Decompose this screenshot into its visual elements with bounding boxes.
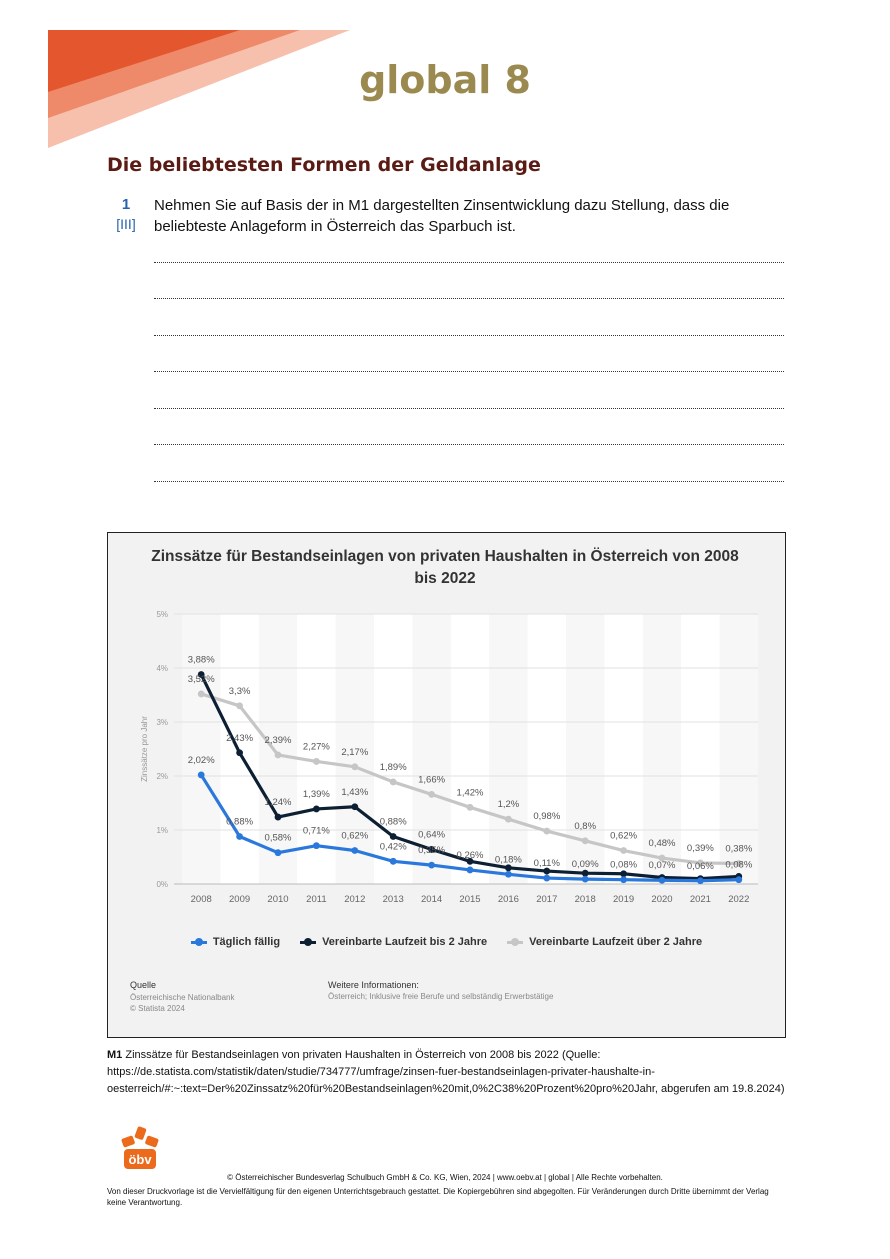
x-tick-label: 2012 (344, 894, 366, 905)
task-number: 1 (121, 196, 131, 213)
data-label: 0,18% (494, 854, 522, 866)
data-label: 1,24% (264, 797, 292, 809)
data-point[interactable] (236, 833, 243, 840)
y-tick-label: 0% (156, 880, 168, 889)
info-label[interactable]: Weitere Informationen: (328, 980, 419, 990)
task-text: Nehmen Sie auf Basis der in M1 dargestellten Zinsentwicklung dazu Stellung, dass die beliebteste Anlageform in Österreich das Sparbuch ist. (154, 197, 730, 235)
data-point[interactable] (351, 847, 358, 854)
data-point[interactable] (236, 702, 243, 709)
data-point[interactable] (428, 862, 435, 869)
column-band (451, 614, 489, 884)
data-point[interactable] (505, 864, 512, 871)
y-tick-label: 1% (156, 826, 168, 835)
data-label: 0,42% (379, 841, 407, 853)
data-label: 0,58% (264, 832, 292, 844)
x-tick-label: 2017 (536, 894, 558, 905)
data-point[interactable] (697, 877, 704, 884)
data-point[interactable] (735, 876, 742, 883)
legend-item-ueber-2-jahre[interactable] (507, 936, 702, 948)
data-label: 0,26% (456, 849, 484, 861)
data-label: 0,62% (610, 830, 638, 842)
footer-disclaimer: Von dieser Druckvorlage ist die Vervielfältigung für den eigenen Unterrichtsgebrauch gestattet. Die Kopiergebühren sind abgegolten. Für Veränderungen durch Dritte übernimmt der Verlag keine Verantwortung. (107, 1187, 769, 1207)
legend-label: Vereinbarte Laufzeit bis 2 Jahre (322, 936, 488, 948)
y-tick-label: 5% (156, 610, 168, 619)
data-point[interactable] (313, 758, 320, 765)
data-point[interactable] (620, 847, 627, 854)
x-tick-label: 2013 (382, 894, 404, 905)
source-label: Quelle (130, 980, 157, 990)
data-label: 0,71% (302, 825, 330, 837)
source-text (130, 992, 235, 1014)
x-tick-label: 2016 (497, 894, 519, 905)
x-tick-label: 2015 (459, 894, 481, 905)
info-text: Österreich; Inklusive freie Berufe und selbständig Erwerbstätige (328, 992, 554, 1001)
legend-item-bis-2-jahre[interactable] (300, 936, 487, 948)
data-label: 1,43% (341, 786, 369, 798)
line-chart (108, 600, 785, 920)
data-label: 0,08% (725, 859, 753, 871)
source-line: © Statista 2024 (130, 1004, 185, 1013)
data-point[interactable] (275, 752, 282, 759)
data-label: 3,88% (187, 654, 215, 666)
answer-line[interactable] (154, 444, 784, 445)
data-label: 0,09% (571, 859, 599, 871)
answer-line[interactable] (154, 371, 784, 372)
logo-text: öbv (128, 1152, 152, 1167)
data-label: 0,38% (725, 843, 753, 855)
legend-swatch (507, 941, 523, 944)
data-point[interactable] (428, 791, 435, 798)
data-point[interactable] (543, 828, 550, 835)
data-point[interactable] (390, 833, 397, 840)
x-tick-label: 2018 (574, 894, 596, 905)
caption-text: Zinssätze für Bestandseinlagen von privaten Haushalten in Österreich von 2008 bis 2022 (Quelle: https://de.statista.com/statistik/daten/studie/734777/umfrage/zinsen-fuer-bestandseinlagen-privater-haushalte-in-oesterreich/#:~:text=Der%20Zinssatz%20für%20Bestandseinlagen%20mit,0%2C38%20Prozent%20pro%20Jahr, abgerufen am 19.8.2024) (107, 1049, 785, 1095)
source-line: Österreichische Nationalbank (130, 993, 235, 1002)
data-label: 2,02% (187, 754, 215, 766)
x-tick-label: 2009 (229, 894, 251, 905)
data-label: 1,42% (456, 787, 484, 799)
x-tick-label: 2011 (306, 894, 327, 905)
data-label: 3,52% (187, 673, 215, 685)
data-point[interactable] (505, 871, 512, 878)
data-label: 1,39% (302, 788, 330, 800)
figure-caption (107, 1047, 787, 1098)
y-tick-label: 4% (156, 664, 168, 673)
data-point[interactable] (659, 877, 666, 884)
chart-title: Zinssätze für Bestandseinlagen von privaten Haushalten in Österreich von 2008 bis 2022 (151, 548, 739, 587)
data-label: 0,8% (574, 820, 597, 832)
legend-swatch (191, 941, 207, 944)
data-label: 0,88% (226, 816, 254, 828)
data-label: 1,2% (497, 799, 520, 811)
data-label: 1,89% (379, 761, 407, 773)
data-label: 2,17% (341, 746, 369, 758)
data-point[interactable] (198, 772, 205, 779)
y-tick-label: 2% (156, 772, 168, 781)
data-label: 0,88% (379, 816, 407, 828)
data-point[interactable] (351, 803, 358, 810)
chart-legend (108, 936, 785, 948)
x-tick-label: 2021 (689, 894, 711, 905)
data-point[interactable] (582, 876, 589, 883)
x-tick-label: 2020 (651, 894, 673, 905)
answer-line[interactable] (154, 408, 784, 409)
y-tick-label: 3% (156, 718, 168, 727)
data-point[interactable] (582, 837, 589, 844)
data-label: 0,62% (341, 830, 369, 842)
data-label: 2,43% (226, 732, 254, 744)
legend-label: Vereinbarte Laufzeit über 2 Jahre (529, 936, 703, 948)
x-tick-label: 2019 (613, 894, 635, 905)
x-tick-label: 2010 (267, 894, 289, 905)
data-label: 0,39% (686, 842, 714, 854)
data-label: 0,06% (686, 860, 714, 872)
x-tick-label: 2008 (190, 894, 212, 905)
task-level: [III] (116, 216, 136, 232)
caption-label: M1 (107, 1049, 123, 1061)
legend-label: Täglich fällig (212, 936, 281, 948)
data-point[interactable] (275, 814, 282, 821)
column-band (528, 614, 566, 884)
data-label: 0,35% (418, 845, 446, 857)
data-point[interactable] (236, 749, 243, 756)
data-label: 0,11% (533, 858, 560, 870)
data-point[interactable] (582, 870, 589, 877)
answer-line[interactable] (154, 298, 784, 299)
footer-copyright: © Österreichischer Bundesverlag Schulbuch GmbH & Co. KG, Wien, 2024 | www.oebv.at | global | Alle Rechte vorbehalten. (227, 1173, 663, 1182)
x-tick-label: 2014 (421, 894, 443, 905)
oebv-logo-icon (116, 1125, 164, 1173)
data-point[interactable] (351, 763, 358, 770)
x-tick-label: 2022 (728, 894, 750, 905)
page-heading: Die beliebtesten Formen der Geldanlage (107, 154, 541, 176)
answer-line[interactable] (154, 262, 784, 263)
column-band (604, 614, 642, 884)
data-point[interactable] (275, 849, 282, 856)
data-label: 2,27% (302, 741, 330, 753)
answer-line[interactable] (154, 335, 784, 336)
data-point[interactable] (543, 875, 550, 882)
answer-line[interactable] (154, 481, 784, 482)
data-point[interactable] (390, 858, 397, 865)
data-label: 0,48% (648, 838, 676, 850)
data-label: 0,08% (610, 859, 638, 871)
data-point[interactable] (467, 867, 474, 874)
data-point[interactable] (620, 870, 627, 877)
data-label: 1,66% (418, 774, 446, 786)
data-point[interactable] (313, 842, 320, 849)
data-point[interactable] (620, 876, 627, 883)
data-point[interactable] (198, 691, 205, 698)
y-axis-label: Zinssätze pro Jahr (140, 716, 149, 782)
data-point[interactable] (313, 806, 320, 813)
data-label: 2,39% (264, 734, 292, 746)
brand-title: global 8 (359, 58, 531, 102)
legend-item-taeglich[interactable] (191, 936, 280, 948)
data-label: 0,98% (533, 811, 561, 823)
data-point[interactable] (505, 816, 512, 823)
data-label: 0,64% (418, 829, 446, 841)
data-label: 3,3% (228, 685, 251, 697)
legend-swatch (300, 941, 316, 944)
data-label: 0,07% (648, 860, 676, 872)
data-point[interactable] (467, 804, 474, 811)
data-point[interactable] (390, 779, 397, 786)
